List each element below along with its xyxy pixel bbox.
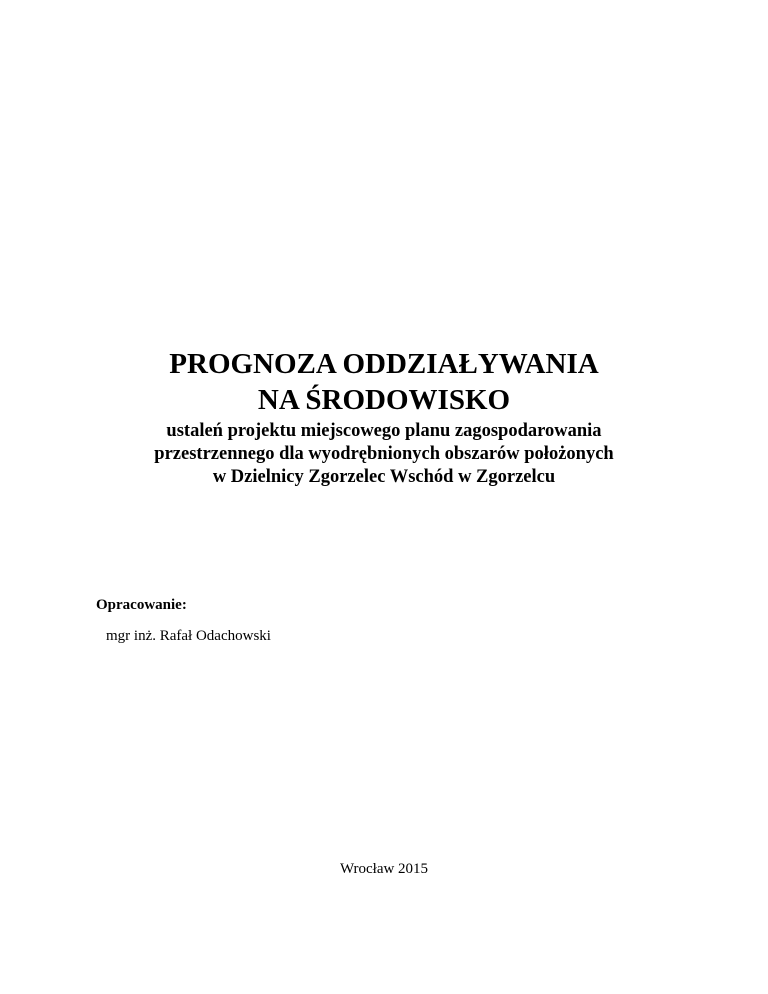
title-line-1: PROGNOZA ODDZIAŁYWANIA	[169, 348, 599, 380]
subtitle-line-1: ustaleń projektu miejscowego planu zagospodarowania	[166, 421, 602, 441]
document-title	[0, 346, 768, 418]
place-and-year: Wrocław 2015	[339, 861, 429, 877]
subtitle-line-3: w Dzielnicy Zgorzelec Wschód w Zgorzelcu	[212, 467, 556, 487]
subtitle-line-2: przestrzennego dla wyodrębnionych obszarów położonych	[154, 444, 614, 464]
title-line-2: NA ŚRODOWISKO	[257, 384, 511, 416]
document-subtitle	[0, 420, 768, 489]
author-heading: Opracowanie:	[96, 597, 187, 613]
author-name: mgr inż. Rafał Odachowski	[106, 628, 271, 644]
